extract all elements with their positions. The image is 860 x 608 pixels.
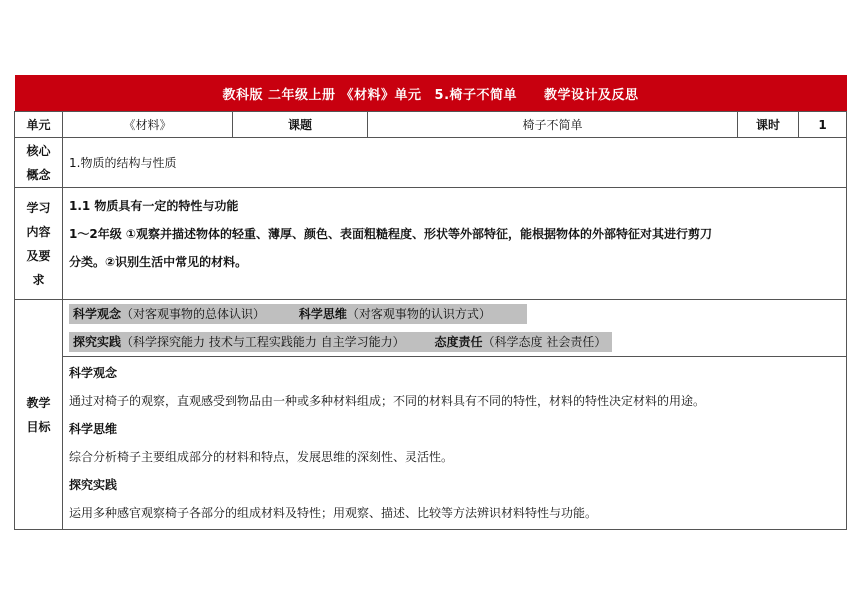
goals-dimensions xyxy=(63,300,847,357)
requirements-label: 学习内容及要求 xyxy=(15,188,63,300)
goal-heading-practice: 探究实践 xyxy=(69,478,118,492)
core-concept-label: 核心概念 xyxy=(15,138,63,188)
unit-label: 单元 xyxy=(15,112,63,138)
requirements-line-2: 1～2年级 ①观察并描述物体的轻重、薄厚、颜色、表面粗糙程度、形状等外部特征，能根据物体的外部特征对其进行剪刀 xyxy=(69,227,713,241)
goals-label: 教学目标 xyxy=(15,300,63,530)
header-title-lesson: 5.椅子不简单 xyxy=(434,87,518,103)
period-value: 1 xyxy=(799,112,847,138)
goal-heading-concept: 科学观念 xyxy=(69,366,118,380)
topic-label: 课题 xyxy=(233,112,368,138)
unit-value: 《材料》 xyxy=(63,112,233,138)
requirements-line-3: 分类。②识别生活中常见的材料。 xyxy=(69,255,248,269)
requirements-line-1: 1.1 物质具有一定的特性与功能 xyxy=(69,199,239,213)
period-label: 课时 xyxy=(738,112,799,138)
goal-text-practice: 运用多种感官观察椅子各部分的组成材料及特性；用观察、描述、比较等方法辨识材料特性与功能。 xyxy=(69,506,598,520)
header-title-series: 教科版 二年级上册 《材料》单元 xyxy=(222,87,422,103)
lesson-plan-document xyxy=(14,75,846,530)
goal-text-thinking: 综合分析椅子主要组成部分的材料和特点，发展思维的深刻性、灵活性。 xyxy=(69,450,454,464)
core-concept-content: 1.物质的结构与性质 xyxy=(63,138,847,188)
requirements-content xyxy=(63,188,847,300)
header-banner xyxy=(15,75,847,112)
header-title-type: 教学设计及反思 xyxy=(544,87,639,103)
goals-highlight-1: 科学观念（对客观事物的总体认识） 科学思维（对客观事物的认识方式） xyxy=(69,304,527,324)
goal-text-concept: 通过对椅子的观察，直观感受到物品由一种或多种材料组成；不同的材料具有不同的特性，材料的特性决定材料的用途。 xyxy=(69,394,706,408)
lesson-plan-table xyxy=(14,75,847,530)
goals-highlight-2: 探究实践（科学探究能力 技术与工程实践能力 自主学习能力） 态度责任（科学态度 社会责任） xyxy=(69,332,612,352)
goal-heading-thinking: 科学思维 xyxy=(69,422,118,436)
goals-details xyxy=(63,357,847,530)
topic-value: 椅子不简单 xyxy=(368,112,738,138)
